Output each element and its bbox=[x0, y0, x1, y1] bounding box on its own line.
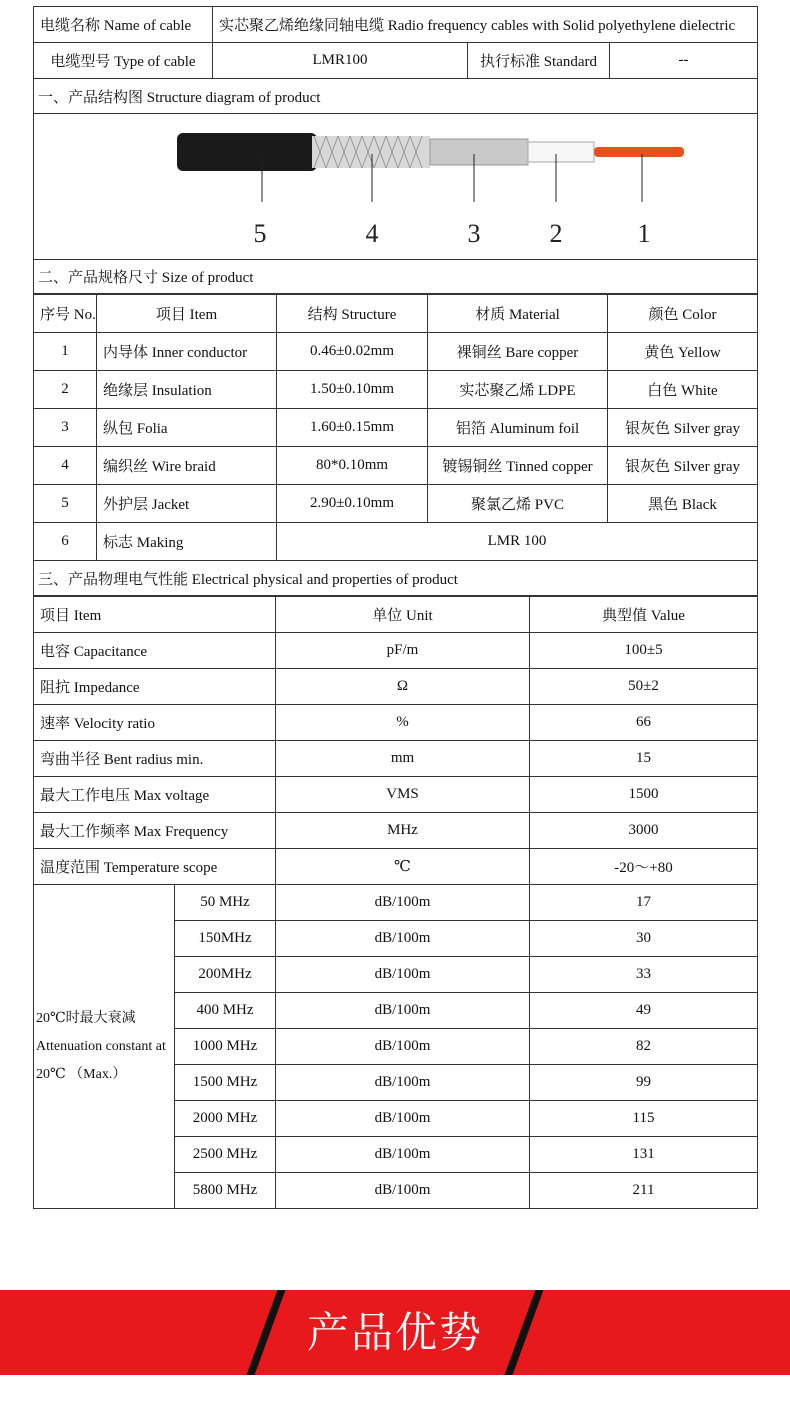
value: 66 bbox=[530, 705, 758, 741]
item: 温度范围 Temperature scope bbox=[34, 849, 276, 885]
label-4: 4 bbox=[365, 219, 379, 248]
table-row bbox=[34, 705, 758, 741]
table-row bbox=[34, 777, 758, 813]
structure: 0.46±0.02mm bbox=[277, 333, 428, 371]
unit: dB/100m bbox=[276, 957, 530, 993]
attenuation-label-line3: 20℃ （Max.） bbox=[36, 1066, 127, 1082]
no: 1 bbox=[34, 333, 97, 371]
table-row bbox=[34, 485, 758, 523]
col-no: 序号 No. bbox=[34, 295, 97, 333]
item: 外护层 Jacket bbox=[97, 485, 277, 523]
value: 211 bbox=[530, 1173, 758, 1209]
unit: Ω bbox=[276, 669, 530, 705]
freq: 1500 MHz bbox=[175, 1065, 276, 1101]
advantage-banner bbox=[0, 1290, 790, 1375]
table-row bbox=[34, 333, 758, 371]
no: 2 bbox=[34, 371, 97, 409]
item: 最大工作频率 Max Frequency bbox=[34, 813, 276, 849]
structure: 80*0.10mm bbox=[277, 447, 428, 485]
value: 49 bbox=[530, 993, 758, 1029]
material: 镀锡铜丝 Tinned copper bbox=[428, 447, 608, 485]
attenuation-label bbox=[34, 885, 175, 1209]
freq: 200MHz bbox=[175, 957, 276, 993]
table-row bbox=[34, 669, 758, 705]
freq: 2000 MHz bbox=[175, 1101, 276, 1137]
item: 内导体 Inner conductor bbox=[97, 333, 277, 371]
unit: dB/100m bbox=[276, 1137, 530, 1173]
value: 17 bbox=[530, 885, 758, 921]
table-row bbox=[34, 885, 758, 921]
unit: dB/100m bbox=[276, 1173, 530, 1209]
unit: dB/100m bbox=[276, 1029, 530, 1065]
banner-title: 产品优势 bbox=[306, 1308, 483, 1357]
value: 82 bbox=[530, 1029, 758, 1065]
table-row bbox=[34, 371, 758, 409]
material: 裸铜丝 Bare copper bbox=[428, 333, 608, 371]
unit: MHz bbox=[276, 813, 530, 849]
attenuation-label-line2: Attenuation constant at bbox=[36, 1038, 166, 1054]
structure-diagram bbox=[34, 114, 758, 260]
section1-title: 一、产品结构图 Structure diagram of product bbox=[34, 79, 758, 114]
unit: dB/100m bbox=[276, 921, 530, 957]
item: 速率 Velocity ratio bbox=[34, 705, 276, 741]
col-material: 材质 Material bbox=[428, 295, 608, 333]
label-3: 3 bbox=[467, 219, 481, 248]
table-row bbox=[34, 447, 758, 485]
color: 银灰色 Silver gray bbox=[608, 409, 758, 447]
no: 4 bbox=[34, 447, 97, 485]
no: 3 bbox=[34, 409, 97, 447]
value: 99 bbox=[530, 1065, 758, 1101]
unit: dB/100m bbox=[276, 885, 530, 921]
label-2: 2 bbox=[549, 219, 563, 248]
value: -20～+80 bbox=[530, 849, 758, 885]
item: 弯曲半径 Bent radius min. bbox=[34, 741, 276, 777]
label-1: 1 bbox=[637, 219, 651, 248]
section3-title: 三、产品物理电气性能 Electrical physical and properties of product bbox=[34, 561, 758, 596]
header-table bbox=[33, 6, 758, 294]
attenuation-label-line1: 20℃时最大衰减 bbox=[36, 1010, 136, 1026]
cable-name-value: 实芯聚乙烯绝缘同轴电缆 Radio frequency cables with Solid polyethylene dielectric bbox=[213, 7, 758, 43]
col-item: 项目 Item bbox=[34, 597, 276, 633]
material: 聚氯乙烯 PVC bbox=[428, 485, 608, 523]
table-row bbox=[34, 849, 758, 885]
item: 最大工作电压 Max voltage bbox=[34, 777, 276, 813]
freq: 400 MHz bbox=[175, 993, 276, 1029]
item: 电容 Capacitance bbox=[34, 633, 276, 669]
unit: dB/100m bbox=[276, 1101, 530, 1137]
structure: 1.60±0.15mm bbox=[277, 409, 428, 447]
no: 6 bbox=[34, 523, 97, 561]
table-row bbox=[34, 741, 758, 777]
col-color: 颜色 Color bbox=[608, 295, 758, 333]
electrical-header-row bbox=[34, 597, 758, 633]
unit: pF/m bbox=[276, 633, 530, 669]
unit: VMS bbox=[276, 777, 530, 813]
unit: ℃ bbox=[276, 849, 530, 885]
freq: 50 MHz bbox=[175, 885, 276, 921]
section2-title: 二、产品规格尺寸 Size of product bbox=[34, 260, 758, 294]
unit: dB/100m bbox=[276, 993, 530, 1029]
insulation-layer bbox=[528, 142, 594, 162]
standard-value: -- bbox=[610, 43, 758, 79]
material: 实芯聚乙烯 LDPE bbox=[428, 371, 608, 409]
item: 阻抗 Impedance bbox=[34, 669, 276, 705]
value: 30 bbox=[530, 921, 758, 957]
unit: dB/100m bbox=[276, 1065, 530, 1101]
color: 黄色 Yellow bbox=[608, 333, 758, 371]
col-structure: 结构 Structure bbox=[277, 295, 428, 333]
freq: 2500 MHz bbox=[175, 1137, 276, 1173]
table-row bbox=[34, 409, 758, 447]
color: 黑色 Black bbox=[608, 485, 758, 523]
label-5: 5 bbox=[253, 219, 267, 248]
item: 绝缘层 Insulation bbox=[97, 371, 277, 409]
freq: 150MHz bbox=[175, 921, 276, 957]
item: 标志 Making bbox=[97, 523, 277, 561]
value: 115 bbox=[530, 1101, 758, 1137]
unit: mm bbox=[276, 741, 530, 777]
structure: 2.90±0.10mm bbox=[277, 485, 428, 523]
marking-value: LMR 100 bbox=[277, 523, 758, 561]
col-item: 项目 Item bbox=[97, 295, 277, 333]
freq: 5800 MHz bbox=[175, 1173, 276, 1209]
electrical-table bbox=[33, 596, 758, 1209]
item: 纵包 Folia bbox=[97, 409, 277, 447]
no: 5 bbox=[34, 485, 97, 523]
value: 100±5 bbox=[530, 633, 758, 669]
size-table bbox=[33, 294, 758, 596]
spec-sheet bbox=[33, 6, 757, 1209]
conductor-layer bbox=[594, 147, 684, 157]
value: 33 bbox=[530, 957, 758, 993]
size-header-row bbox=[34, 295, 758, 333]
value: 50±2 bbox=[530, 669, 758, 705]
value: 1500 bbox=[530, 777, 758, 813]
cable-type-label: 电缆型号 Type of cable bbox=[34, 43, 213, 79]
item: 编织丝 Wire braid bbox=[97, 447, 277, 485]
jacket-layer bbox=[177, 133, 317, 171]
color: 白色 White bbox=[608, 371, 758, 409]
col-unit: 单位 Unit bbox=[276, 597, 530, 633]
structure: 1.50±0.10mm bbox=[277, 371, 428, 409]
foil-layer bbox=[430, 139, 528, 165]
col-value: 典型值 Value bbox=[530, 597, 758, 633]
table-row bbox=[34, 523, 758, 561]
material: 铝箔 Aluminum foil bbox=[428, 409, 608, 447]
cable-type-value: LMR100 bbox=[213, 43, 468, 79]
table-row bbox=[34, 813, 758, 849]
table-row bbox=[34, 633, 758, 669]
freq: 1000 MHz bbox=[175, 1029, 276, 1065]
color: 银灰色 Silver gray bbox=[608, 447, 758, 485]
value: 3000 bbox=[530, 813, 758, 849]
value: 131 bbox=[530, 1137, 758, 1173]
cable-name-label: 电缆名称 Name of cable bbox=[34, 7, 213, 43]
standard-label: 执行标准 Standard bbox=[468, 43, 610, 79]
cable-structure-svg bbox=[34, 114, 756, 254]
braid-layer bbox=[312, 136, 430, 168]
unit: % bbox=[276, 705, 530, 741]
value: 15 bbox=[530, 741, 758, 777]
